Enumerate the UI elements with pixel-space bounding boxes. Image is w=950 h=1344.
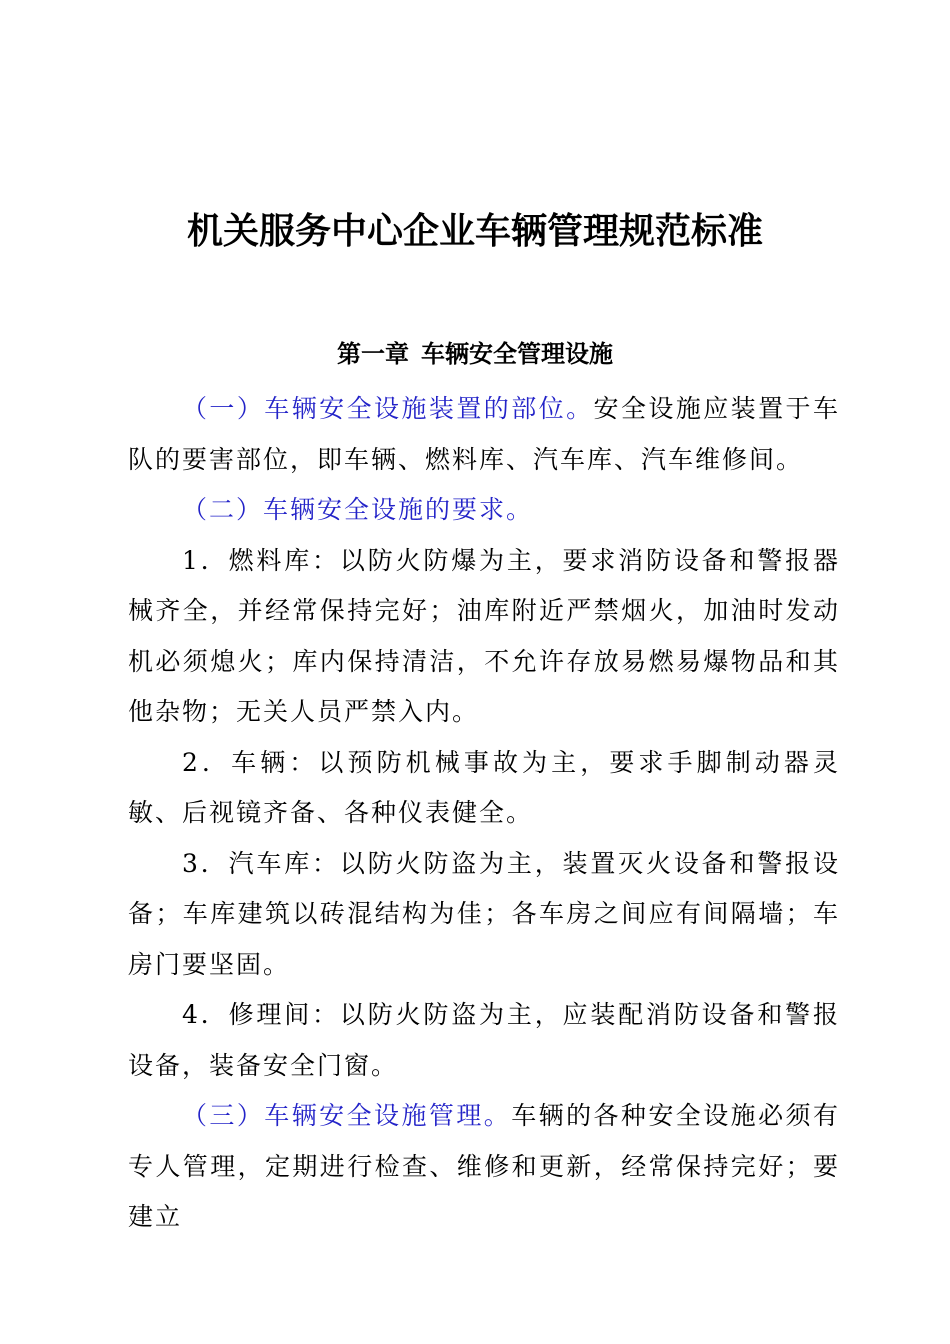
paragraph-text-6: 4．修理间：以防火防盗为主，应装配消防设备和警报设备，装备安全门窗。 [128, 1000, 840, 1080]
paragraph-5 [128, 839, 840, 991]
chapter-heading [0, 336, 950, 372]
document-title: 机关服务中心企业车辆管理规范标准 [186, 211, 763, 252]
document-body [128, 384, 840, 1243]
section-heading-2: （二）车辆安全设施的要求。 [182, 495, 534, 524]
section-heading-3: （三）车辆安全设施管理。 [182, 1101, 512, 1130]
paragraph-text-3: 1．燃料库：以防火防爆为主，要求消防设备和警报器械齐全，并经常保持完好；油库附近严禁烟火，加油时发动机必须熄火；库内保持清洁，不允许存放易燃易爆物品和其他杂物；无关人员严禁入内。 [128, 545, 840, 726]
chapter-name: 车辆安全管理设施 [421, 340, 613, 368]
paragraph-text-1: 安全设施应装置于车队的要害部位，即车辆、燃料库、汽车库、汽车维修间。 [128, 394, 840, 474]
paragraph-6 [128, 990, 840, 1091]
paragraph-text-7: 车辆的各种安全设施必须有专人管理，定期进行检查、维修和更新，经常保持完好；要建立 [128, 1101, 840, 1231]
paragraph-text-4: 2．车辆：以预防机械事故为主，要求手脚制动器灵敏、后视镜齐备、各种仪表健全。 [128, 747, 840, 827]
paragraph-2 [128, 485, 840, 536]
chapter-number: 第一章 [337, 340, 409, 368]
paragraph-7 [128, 1091, 840, 1243]
paragraph-text-5: 3．汽车库：以防火防盗为主，装置灭火设备和警报设备；车库建筑以砖混结构为佳；各车房之间应有间隔墙；车房门要坚固。 [128, 848, 840, 979]
paragraph-4 [128, 738, 840, 839]
section-heading-1: （一）车辆安全设施装置的部位。 [182, 394, 594, 423]
paragraph-3 [128, 536, 840, 738]
paragraph-1 [128, 384, 840, 485]
